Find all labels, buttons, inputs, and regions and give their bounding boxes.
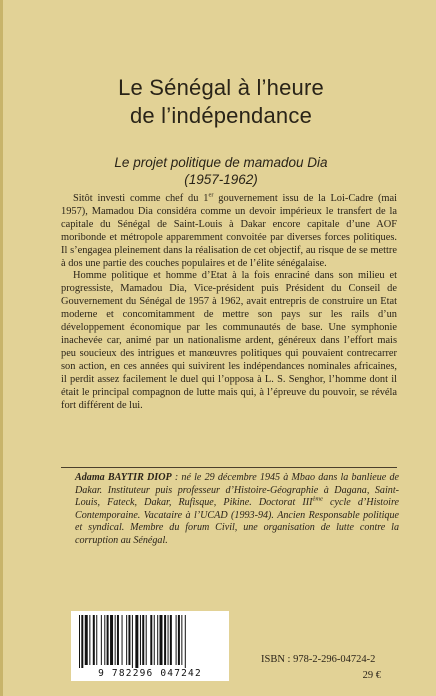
barcode-bar — [176, 615, 177, 665]
barcode-bar — [107, 615, 109, 665]
barcode-bar — [85, 615, 88, 665]
barcode-bar — [181, 615, 182, 665]
blurb — [61, 193, 397, 412]
title-line-1: Le Sénégal à l’heure — [118, 75, 324, 100]
barcode-bar — [117, 615, 119, 665]
barcode-bar — [142, 615, 144, 665]
bio-text-start: : né le 29 décembre 1945 à Mbao dans la banlieue de Dakar. Instituteur puis professeur d’Histoire-Géographie à Dagana, Saint-Louis, Fateck, Dakar, Rufisque, Pikine. Doctorat III — [75, 472, 399, 509]
barcode-bar — [101, 615, 102, 665]
barcode-bar — [115, 615, 116, 665]
barcode-number: 9 782296 047242 — [71, 668, 229, 679]
barcode-bar — [150, 615, 152, 665]
barcode-bar — [160, 615, 163, 665]
subtitle-line-1: Le projet politique de mamadou Dia — [114, 155, 328, 170]
author-bio — [75, 472, 399, 548]
barcode-bar — [170, 615, 172, 665]
barcode-bar — [185, 615, 186, 669]
barcode-bar — [81, 615, 83, 669]
barcode-bar — [79, 615, 80, 669]
barcode — [71, 611, 229, 681]
barcode-bar — [146, 615, 147, 665]
bio-superscript: ème — [312, 495, 323, 503]
blurb-paragraph-2: Homme politique et homme d’Etat à la fois enraciné dans son milieu et progressiste, Mamadou Dia, Vice-président puis Président du Conseil de Gouvernement du Sénégal de 1957 à 1962, avait entrepris de construire un Etat moderne et concomitamment de mettre son pays sur les rails d’un développement économique par les communautés de base. Une symphonie inachevée car, animé par un nationalisme ardent, généreux dans l’effort mais peu soucieux des intrigues et manœuvres politiques qui pouvaient contrecarrer son action, en ces années qui suivirent les indépendances nominales africaines, il perdit assez facilement le duel qui l’opposa à L. S. Senghor, l’homme dont il était le principal compagnon de lutte mais qui, à l’épreuve du pouvoir, se révéla fort différent de lui. — [61, 270, 397, 411]
p1-text-start: Sitôt investi comme chef du 1 — [73, 193, 209, 204]
price: 29 € — [362, 670, 381, 681]
barcode-bar — [132, 615, 133, 669]
barcode-bar — [122, 615, 123, 665]
barcode-bar — [126, 615, 127, 665]
barcode-bar — [135, 615, 138, 669]
title-line-2: de l’indépendance — [130, 103, 312, 128]
book-subtitle — [3, 154, 436, 188]
barcode-bar — [168, 615, 169, 665]
barcode-bar — [128, 615, 130, 665]
barcode-bars — [71, 611, 229, 669]
barcode-bar — [93, 615, 95, 665]
bio-text-end: cycle d’Histoire Contemporaine. Vacataire à l’UCAD (1993-94). Ancien Responsable politique et syndical. Membre du forum Civil, une organisation de lutte contre la corruption au Sénégal. — [75, 497, 399, 546]
barcode-bar — [164, 615, 166, 665]
barcode-bar — [178, 615, 180, 665]
subtitle-line-2: (1957-1962) — [184, 172, 258, 187]
p1-text-end: gouvernement issu de la Loi-Cadre (mai 1957), Mamadou Dia considéra comme un devoir impérieux le transfert de la capitale du Sénégal de Saint-Louis à Dakar encore capitale d’une AOF moribonde et métropole apparemment convoitée par diverses forces politiques. Il s’engagea pleinement dans la réalisation de cet objectif, au risque de se mettre à dos une partie des couches populaires et de l’élite sénégalaise. — [61, 193, 397, 269]
isbn: ISBN : 978-2-296-04724-2 — [261, 654, 376, 665]
blurb-paragraph-1 — [61, 193, 397, 270]
barcode-bar — [96, 615, 97, 665]
barcode-bar — [89, 615, 90, 665]
book-title — [3, 74, 436, 130]
barcode-bar — [154, 615, 155, 665]
author-name: Adama BAYTIR DIOP — [75, 472, 172, 483]
separator-line — [61, 467, 397, 468]
barcode-bar — [140, 615, 141, 665]
barcode-bar — [157, 615, 158, 665]
barcode-bar — [110, 615, 113, 665]
barcode-bar — [104, 615, 105, 665]
p1-superscript: er — [208, 191, 214, 199]
